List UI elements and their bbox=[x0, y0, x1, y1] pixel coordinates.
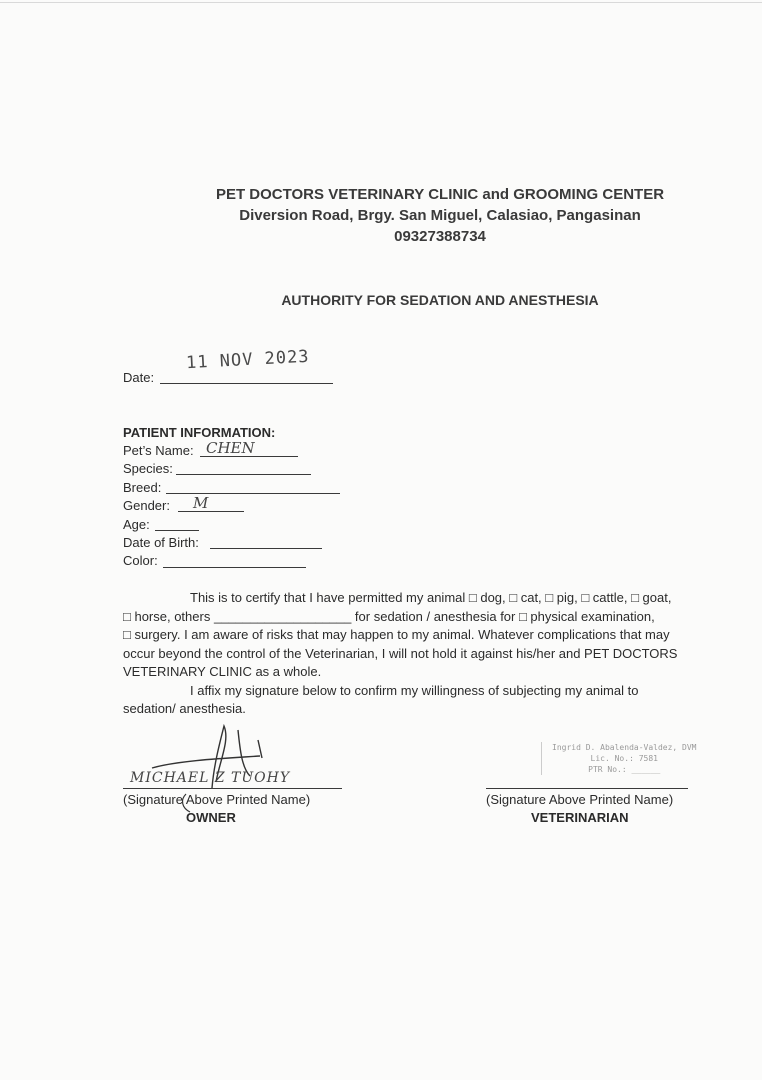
consent-line: □ surgery. I am aware of risks that may happen to my animal. Whatever complications that may bbox=[123, 627, 670, 642]
species-label: Species: bbox=[123, 461, 173, 476]
consent-line: □ horse, others ___________________ for sedation / anesthesia for □ physical examination, bbox=[123, 608, 655, 624]
clinic-name: PET DOCTORS VETERINARY CLINIC and GROOMING CENTER bbox=[215, 186, 665, 203]
clinic-phone: 09327388734 bbox=[394, 228, 486, 245]
color-label: Color: bbox=[123, 553, 158, 568]
owner-printed-name: MICHAEL Z TUOHY bbox=[130, 770, 291, 786]
clinic-header bbox=[0, 184, 762, 247]
owner-role-label: OWNER bbox=[186, 810, 236, 825]
vet-stamp-line: PTR No.: ______ bbox=[588, 765, 661, 774]
gender-underline bbox=[178, 511, 244, 512]
pet-name-label: Pet’s Name: bbox=[123, 443, 194, 458]
age-underline bbox=[155, 530, 199, 531]
date-label: Date: bbox=[123, 370, 155, 385]
breed-label: Breed: bbox=[123, 480, 162, 495]
consent-paragraph bbox=[123, 589, 713, 719]
color-underline bbox=[163, 567, 306, 568]
consent-line: sedation/ anesthesia. bbox=[123, 701, 246, 716]
form-title: AUTHORITY FOR SEDATION AND ANESTHESIA bbox=[281, 292, 599, 308]
vet-name-stamp bbox=[541, 742, 697, 775]
gender-value: M bbox=[193, 494, 209, 512]
dob-underline bbox=[210, 548, 322, 549]
clinic-address: Diversion Road, Brgy. San Miguel, Calasiao, Pangasinan bbox=[239, 207, 641, 224]
pet-name-value: CHEN bbox=[206, 439, 255, 457]
species-underline bbox=[176, 474, 311, 475]
dob-label: Date of Birth: bbox=[123, 535, 199, 550]
vet-signature-line bbox=[486, 788, 688, 789]
vet-stamp-line: Lic. No.: 7581 bbox=[590, 754, 658, 763]
vet-signature-caption: (Signature Above Printed Name) bbox=[486, 792, 674, 807]
date-underline bbox=[160, 383, 333, 384]
owner-signature-caption: (Signature Above Printed Name) bbox=[123, 792, 311, 807]
consent-line: I affix my signature below to confirm my willingness of subjecting my animal to bbox=[190, 682, 639, 698]
patient-info-heading: PATIENT INFORMATION: bbox=[123, 425, 276, 440]
vet-stamp-line: Ingrid D. Abalenda-Valdez, DVM bbox=[552, 743, 697, 752]
consent-line: This is to certify that I have permitted my animal □ dog, □ cat, □ pig, □ cattle, □ goat, bbox=[190, 590, 672, 605]
scan-edge-line bbox=[0, 2, 762, 3]
owner-signature-line bbox=[123, 788, 342, 789]
gender-label: Gender: bbox=[123, 498, 170, 513]
vet-role-label: VETERINARIAN bbox=[531, 810, 629, 825]
consent-line: VETERINARY CLINIC as a whole. bbox=[123, 664, 322, 679]
age-label: Age: bbox=[123, 517, 150, 532]
consent-line: occur beyond the control of the Veterinarian, I will not hold it against his/her and PET DOCTORS bbox=[123, 645, 678, 661]
date-stamp: 11 NOV 2023 bbox=[185, 346, 311, 374]
